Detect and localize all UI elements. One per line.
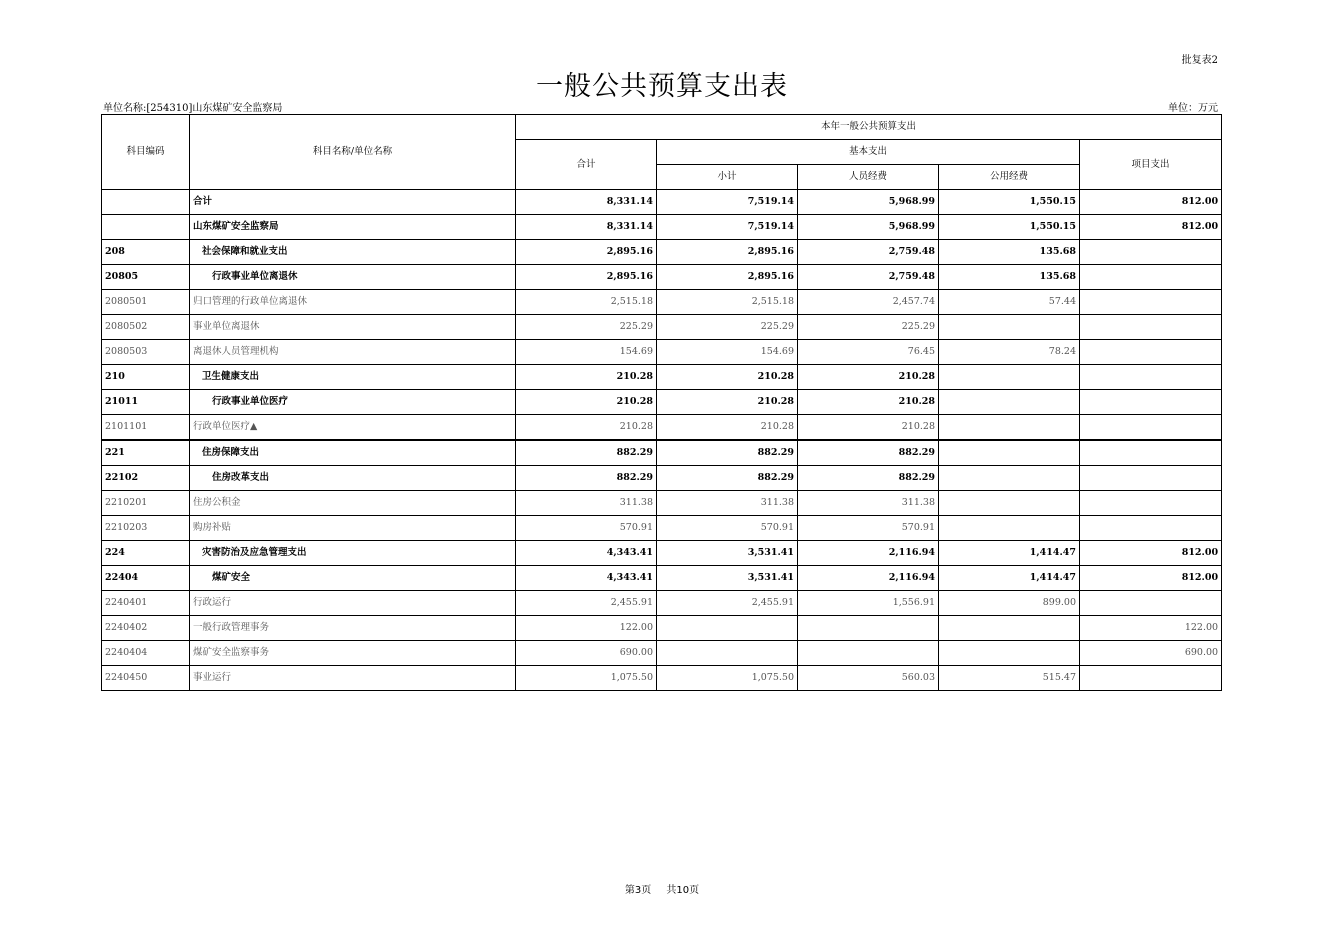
cell-public: 135.68 xyxy=(939,240,1080,265)
page-title: 一般公共预算支出表 xyxy=(536,71,788,102)
cell-public: 1,550.15 xyxy=(939,190,1080,215)
cell-subtotal: 311.38 xyxy=(657,491,798,516)
cell-subtotal: 2,895.16 xyxy=(657,240,798,265)
cell-subtotal: 882.29 xyxy=(657,466,798,491)
cell-code: 2240401 xyxy=(102,591,190,616)
cell-subtotal: 7,519.14 xyxy=(657,190,798,215)
cell-project xyxy=(1080,315,1222,340)
header-group: 本年一般公共预算支出 xyxy=(516,115,1222,140)
cell-code xyxy=(102,190,190,215)
table-row xyxy=(102,491,1222,516)
page-number: 第3页 xyxy=(624,885,652,896)
cell-total: 570.91 xyxy=(516,516,657,541)
cell-project xyxy=(1080,466,1222,491)
cell-name: 行政事业单位离退休 xyxy=(190,265,516,290)
cell-personnel: 1,556.91 xyxy=(798,591,939,616)
table-row xyxy=(102,365,1222,390)
cell-personnel: 5,968.99 xyxy=(798,190,939,215)
cell-name: 归口管理的行政单位离退休 xyxy=(190,290,516,315)
cell-total: 210.28 xyxy=(516,365,657,390)
cell-total: 210.28 xyxy=(516,415,657,441)
cell-project xyxy=(1080,666,1222,691)
cell-code: 221 xyxy=(102,440,190,466)
cell-name: 住房改革支出 xyxy=(190,466,516,491)
cell-project xyxy=(1080,290,1222,315)
cell-project: 812.00 xyxy=(1080,566,1222,591)
cell-total: 4,343.41 xyxy=(516,566,657,591)
cell-total: 8,331.14 xyxy=(516,215,657,240)
cell-total: 225.29 xyxy=(516,315,657,340)
cell-total: 2,455.91 xyxy=(516,591,657,616)
cell-subtotal: 2,515.18 xyxy=(657,290,798,315)
table-row xyxy=(102,591,1222,616)
cell-personnel xyxy=(798,616,939,641)
cell-project xyxy=(1080,415,1222,441)
cell-name: 行政事业单位医疗 xyxy=(190,390,516,415)
cell-name: 行政单位医疗▲ xyxy=(190,415,516,441)
header-code: 科目编码 xyxy=(102,115,190,190)
cell-personnel: 76.45 xyxy=(798,340,939,365)
table-row xyxy=(102,541,1222,566)
header-name: 科目名称/单位名称 xyxy=(190,115,516,190)
cell-personnel: 2,116.94 xyxy=(798,541,939,566)
cell-total: 2,515.18 xyxy=(516,290,657,315)
table-row xyxy=(102,616,1222,641)
budget-table xyxy=(101,114,1222,691)
cell-project xyxy=(1080,591,1222,616)
cell-code: 208 xyxy=(102,240,190,265)
cell-personnel: 311.38 xyxy=(798,491,939,516)
header-personnel: 人员经费 xyxy=(798,165,939,190)
cell-subtotal: 882.29 xyxy=(657,440,798,466)
cell-subtotal: 210.28 xyxy=(657,365,798,390)
header-basic: 基本支出 xyxy=(657,140,1080,165)
cell-personnel: 210.28 xyxy=(798,365,939,390)
cell-public xyxy=(939,390,1080,415)
cell-code: 2101101 xyxy=(102,415,190,441)
cell-public xyxy=(939,491,1080,516)
header-public: 公用经费 xyxy=(939,165,1080,190)
cell-subtotal: 210.28 xyxy=(657,415,798,441)
cell-total: 210.28 xyxy=(516,390,657,415)
cell-project xyxy=(1080,240,1222,265)
cell-name: 卫生健康支出 xyxy=(190,365,516,390)
cell-code: 2240450 xyxy=(102,666,190,691)
cell-name: 社会保障和就业支出 xyxy=(190,240,516,265)
cell-personnel: 882.29 xyxy=(798,466,939,491)
cell-code: 2240402 xyxy=(102,616,190,641)
table-row xyxy=(102,666,1222,691)
cell-total: 2,895.16 xyxy=(516,265,657,290)
cell-code: 2210201 xyxy=(102,491,190,516)
table-row xyxy=(102,190,1222,215)
cell-personnel: 2,457.74 xyxy=(798,290,939,315)
cell-project: 812.00 xyxy=(1080,215,1222,240)
cell-public: 1,550.15 xyxy=(939,215,1080,240)
cell-subtotal xyxy=(657,641,798,666)
cell-personnel: 2,759.48 xyxy=(798,240,939,265)
cell-code: 22404 xyxy=(102,566,190,591)
cell-name: 住房公积金 xyxy=(190,491,516,516)
table-row xyxy=(102,641,1222,666)
cell-subtotal: 2,455.91 xyxy=(657,591,798,616)
cell-name: 煤矿安全监察事务 xyxy=(190,641,516,666)
cell-personnel: 210.28 xyxy=(798,415,939,441)
cell-project xyxy=(1080,390,1222,415)
cell-name: 灾害防治及应急管理支出 xyxy=(190,541,516,566)
cell-public xyxy=(939,641,1080,666)
cell-personnel: 882.29 xyxy=(798,440,939,466)
cell-project: 122.00 xyxy=(1080,616,1222,641)
cell-project xyxy=(1080,516,1222,541)
table-row xyxy=(102,566,1222,591)
cell-total: 122.00 xyxy=(516,616,657,641)
table-row xyxy=(102,516,1222,541)
cell-total: 311.38 xyxy=(516,491,657,516)
cell-public xyxy=(939,315,1080,340)
cell-public xyxy=(939,516,1080,541)
cell-name: 事业运行 xyxy=(190,666,516,691)
header-subtotal: 小计 xyxy=(657,165,798,190)
cell-name: 行政运行 xyxy=(190,591,516,616)
cell-code: 20805 xyxy=(102,265,190,290)
cell-public xyxy=(939,415,1080,441)
cell-name: 离退休人员管理机构 xyxy=(190,340,516,365)
header-total: 合计 xyxy=(516,140,657,190)
cell-code: 2210203 xyxy=(102,516,190,541)
table-row xyxy=(102,215,1222,240)
cell-code: 2080502 xyxy=(102,315,190,340)
table-row xyxy=(102,415,1222,441)
cell-total: 4,343.41 xyxy=(516,541,657,566)
cell-total: 882.29 xyxy=(516,466,657,491)
cell-public: 135.68 xyxy=(939,265,1080,290)
cell-subtotal xyxy=(657,616,798,641)
cell-code: 22102 xyxy=(102,466,190,491)
cell-code: 21011 xyxy=(102,390,190,415)
cell-project xyxy=(1080,440,1222,466)
unit-label: 单位：万元 xyxy=(1168,103,1218,114)
page-footer xyxy=(0,881,1324,896)
cell-personnel: 570.91 xyxy=(798,516,939,541)
cell-personnel: 560.03 xyxy=(798,666,939,691)
cell-total: 882.29 xyxy=(516,440,657,466)
cell-total: 1,075.50 xyxy=(516,666,657,691)
cell-public xyxy=(939,365,1080,390)
cell-project xyxy=(1080,265,1222,290)
cell-personnel: 225.29 xyxy=(798,315,939,340)
cell-name: 事业单位离退休 xyxy=(190,315,516,340)
cell-total: 2,895.16 xyxy=(516,240,657,265)
cell-public xyxy=(939,466,1080,491)
cell-project xyxy=(1080,340,1222,365)
cell-project: 812.00 xyxy=(1080,190,1222,215)
table-row xyxy=(102,240,1222,265)
cell-name: 一般行政管理事务 xyxy=(190,616,516,641)
cell-public: 57.44 xyxy=(939,290,1080,315)
cell-project: 812.00 xyxy=(1080,541,1222,566)
cell-personnel: 2,759.48 xyxy=(798,265,939,290)
cell-subtotal: 210.28 xyxy=(657,390,798,415)
cell-subtotal: 3,531.41 xyxy=(657,566,798,591)
cell-project: 690.00 xyxy=(1080,641,1222,666)
cell-total: 690.00 xyxy=(516,641,657,666)
cell-personnel: 210.28 xyxy=(798,390,939,415)
table-row xyxy=(102,390,1222,415)
cell-public: 1,414.47 xyxy=(939,541,1080,566)
cell-public: 1,414.47 xyxy=(939,566,1080,591)
table-row xyxy=(102,265,1222,290)
unit-name: 单位名称:[254310]山东煤矿安全监察局 xyxy=(103,103,283,114)
cell-subtotal: 1,075.50 xyxy=(657,666,798,691)
cell-public: 515.47 xyxy=(939,666,1080,691)
cell-name: 山东煤矿安全监察局 xyxy=(190,215,516,240)
cell-personnel: 2,116.94 xyxy=(798,566,939,591)
table-row xyxy=(102,340,1222,365)
page-total: 共10页 xyxy=(666,885,700,896)
cell-subtotal: 154.69 xyxy=(657,340,798,365)
cell-subtotal: 225.29 xyxy=(657,315,798,340)
cell-code: 210 xyxy=(102,365,190,390)
cell-subtotal: 570.91 xyxy=(657,516,798,541)
cell-name: 购房补贴 xyxy=(190,516,516,541)
cell-total: 154.69 xyxy=(516,340,657,365)
cell-code: 2080501 xyxy=(102,290,190,315)
cell-subtotal: 3,531.41 xyxy=(657,541,798,566)
table-row xyxy=(102,315,1222,340)
cell-code: 224 xyxy=(102,541,190,566)
cell-personnel xyxy=(798,641,939,666)
cell-personnel: 5,968.99 xyxy=(798,215,939,240)
cell-total: 8,331.14 xyxy=(516,190,657,215)
cell-code: 2240404 xyxy=(102,641,190,666)
cell-project xyxy=(1080,365,1222,390)
cell-name: 合计 xyxy=(190,190,516,215)
cell-project xyxy=(1080,491,1222,516)
form-id: 批复表2 xyxy=(1181,55,1218,66)
header-project: 项目支出 xyxy=(1080,140,1222,190)
table-row xyxy=(102,290,1222,315)
cell-name: 煤矿安全 xyxy=(190,566,516,591)
cell-public: 78.24 xyxy=(939,340,1080,365)
cell-code: 2080503 xyxy=(102,340,190,365)
cell-subtotal: 2,895.16 xyxy=(657,265,798,290)
cell-public: 899.00 xyxy=(939,591,1080,616)
cell-code xyxy=(102,215,190,240)
cell-public xyxy=(939,616,1080,641)
cell-subtotal: 7,519.14 xyxy=(657,215,798,240)
table-row xyxy=(102,466,1222,491)
table-row xyxy=(102,440,1222,466)
cell-public xyxy=(939,440,1080,466)
cell-name: 住房保障支出 xyxy=(190,440,516,466)
